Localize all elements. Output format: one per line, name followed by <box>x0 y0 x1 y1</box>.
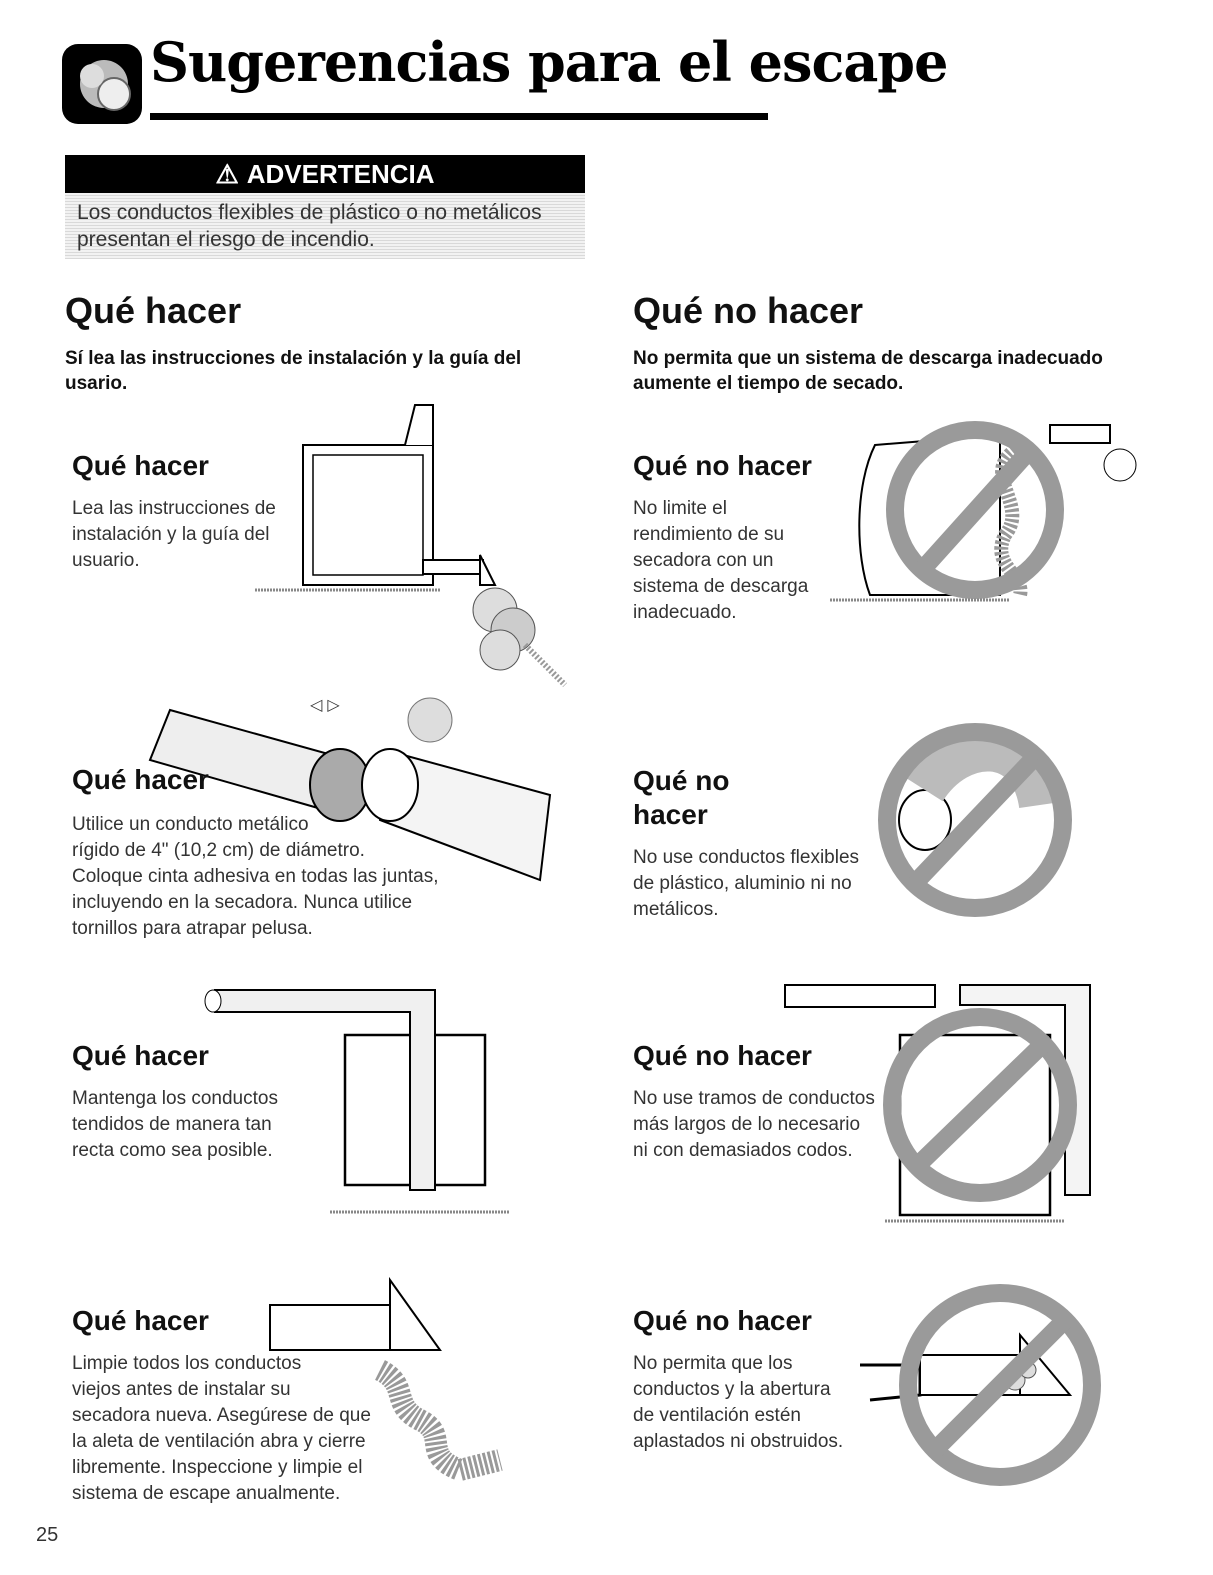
prohibited-flexible-duct-illustration <box>870 715 1080 925</box>
title-underline <box>150 113 768 120</box>
text-line: rendimiento de su <box>633 524 785 545</box>
text-line: incluyendo en la secadora. Nunca utilice <box>72 892 413 913</box>
text-line: No use conductos flexibles <box>633 847 860 868</box>
dryer-vent-icon <box>62 44 142 124</box>
prohibited-long-duct-illustration <box>880 965 1100 1230</box>
text-line: usuario. <box>72 550 140 571</box>
warning-text-line: Los conductos flexibles de plástico o no metálicos <box>77 201 542 224</box>
warning-box <box>65 155 585 259</box>
text-line: Coloque cinta adhesiva en todas las juntas, <box>72 866 439 887</box>
text-line: más largos de lo necesario <box>633 1114 861 1135</box>
text-line: No permita que los <box>633 1353 793 1374</box>
text-line: Lea las instrucciones de <box>72 498 276 519</box>
text-line: No use tramos de conductos <box>633 1088 875 1109</box>
do-item-text <box>72 496 276 574</box>
text-line: aplastados ni obstruidos. <box>633 1431 844 1452</box>
text-line: secadora nueva. Asegúrese de que <box>72 1405 371 1426</box>
do-lead <box>65 346 521 396</box>
text-line: de ventilación estén <box>633 1405 801 1426</box>
dont-item-text <box>633 1086 875 1164</box>
dryer-illustration <box>255 395 575 695</box>
text-line: recta como sea posible. <box>72 1140 273 1161</box>
do-item-heading: Qué hacer <box>72 450 209 481</box>
text-line: instalación y la guía del <box>72 524 270 545</box>
dont-item-heading: Qué no hacer <box>633 1040 812 1071</box>
warning-header <box>65 155 585 193</box>
text-line: metálicos. <box>633 899 719 920</box>
dont-item-text <box>633 496 808 626</box>
text-line: secadora con un <box>633 550 774 571</box>
svg-text:◁ ▷: ◁ ▷ <box>310 695 340 714</box>
text-line: la aleta de ventilación abra y cierre <box>72 1431 366 1452</box>
text-line: sistema de escape anualmente. <box>72 1483 341 1504</box>
warning-text <box>65 193 585 259</box>
dont-heading: Qué no hacer <box>633 290 864 331</box>
do-lead-line: usario. <box>65 373 128 394</box>
text-line: Utilice un conducto metálico <box>72 814 309 835</box>
warning-text-line: presentan el riesgo de incendio. <box>77 228 375 251</box>
do-item-text <box>72 1086 278 1164</box>
dont-lead-line: No permita que un sistema de descarga inadecuado <box>633 348 1103 369</box>
text-line: Mantenga los conductos <box>72 1088 278 1109</box>
dont-item-text <box>633 1351 843 1455</box>
do-item-heading: Qué hacer <box>72 1040 209 1071</box>
text-line: No limite el <box>633 498 727 519</box>
text-line: tendidos de manera tan <box>72 1114 272 1135</box>
text-line: inadecuado. <box>633 602 737 623</box>
text-line: rígido de 4" (10,2 cm) de diámetro. <box>72 840 365 861</box>
dont-lead-line: aumente el tiempo de secado. <box>633 373 904 394</box>
text-line: tornillos para atrapar pelusa. <box>72 918 313 939</box>
text-line: de plástico, aluminio ni no <box>633 873 852 894</box>
text-line: conductos y la abertura <box>633 1379 831 1400</box>
do-item-text <box>72 1351 371 1507</box>
text-line: viejos antes de instalar su <box>72 1379 291 1400</box>
page-number: 25 <box>36 1524 59 1546</box>
dont-item-heading: Qué no hacer <box>633 1305 812 1336</box>
warning-label: ADVERTENCIA <box>246 158 435 189</box>
page-title: Sugerencias para el escape <box>150 30 948 94</box>
dont-item-heading <box>633 764 729 832</box>
do-item-heading: Qué hacer <box>72 764 209 795</box>
text-line: ni con demasiados codos. <box>633 1140 853 1161</box>
dont-item-text <box>633 845 859 923</box>
do-lead-line: Sí lea las instrucciones de instalación y la guía del <box>65 348 522 369</box>
text-line: sistema de descarga <box>633 576 809 597</box>
prohibited-inadequate-exhaust-illustration <box>830 405 1160 615</box>
text-line: Limpie todos los conductos <box>72 1353 302 1374</box>
prohibited-crushed-duct-illustration <box>860 1285 1100 1485</box>
text-line: libremente. Inspeccione y limpie el <box>72 1457 363 1478</box>
heading-line: Qué no <box>633 765 730 796</box>
do-heading: Qué hacer <box>65 290 242 331</box>
do-item-text <box>72 812 439 942</box>
dont-lead <box>633 346 1103 396</box>
do-item-heading: Qué hacer <box>72 1305 209 1336</box>
warning-triangle-icon: ⚠ <box>215 158 239 189</box>
heading-line: hacer <box>633 799 708 830</box>
dont-item-heading: Qué no hacer <box>633 450 812 481</box>
